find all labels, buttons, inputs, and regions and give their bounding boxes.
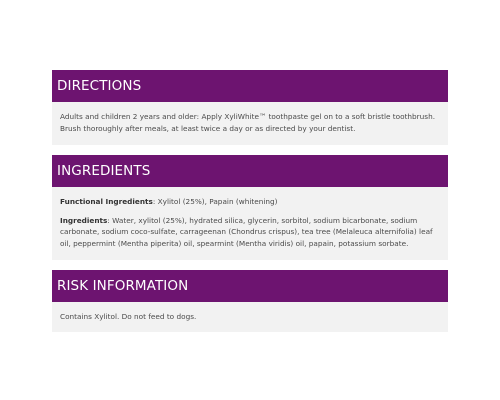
functional-ingredients-text: : Xylitol (25%), Papain (whitening) [152, 197, 278, 206]
ingredients-text: : Water, xylitol (25%), hydrated silica, glycerin, sorbitol, sodium bicarbonate, sodium carbonate, sodium coco-sulfate, carrageenan (Chondrus crispus), tea tree (Melaleuca alternifolia) leaf oil, peppermint (Mentha piperita) oil, spearmint (Mentha viridis) oil, papain, potassium sorbate. [60, 215, 433, 248]
functional-ingredients-label: Functional Ingredients [60, 197, 153, 206]
risk-information-text: Contains Xylitol. Do not feed to dogs. [60, 312, 197, 321]
ingredients-body [52, 187, 448, 260]
risk-information-heading: RISK INFORMATION [52, 270, 448, 302]
functional-ingredients-paragraph [60, 196, 440, 208]
directions-heading: DIRECTIONS [52, 70, 448, 102]
ingredients-paragraph [60, 215, 440, 250]
directions-text: Adults and children 2 years and older: Apply XyliWhite™ toothpaste gel on to a soft bristle toothbrush. Brush thoroughly after meals, at least twice a day or as directed by your dentist. [60, 112, 436, 133]
ingredients-label: Ingredients [60, 215, 108, 225]
directions-body [52, 102, 448, 145]
ingredients-heading: INGREDIENTS [52, 155, 448, 187]
directions-section [52, 70, 448, 145]
ingredients-section [52, 155, 448, 260]
risk-information-section [52, 270, 448, 332]
risk-information-body [52, 302, 448, 332]
